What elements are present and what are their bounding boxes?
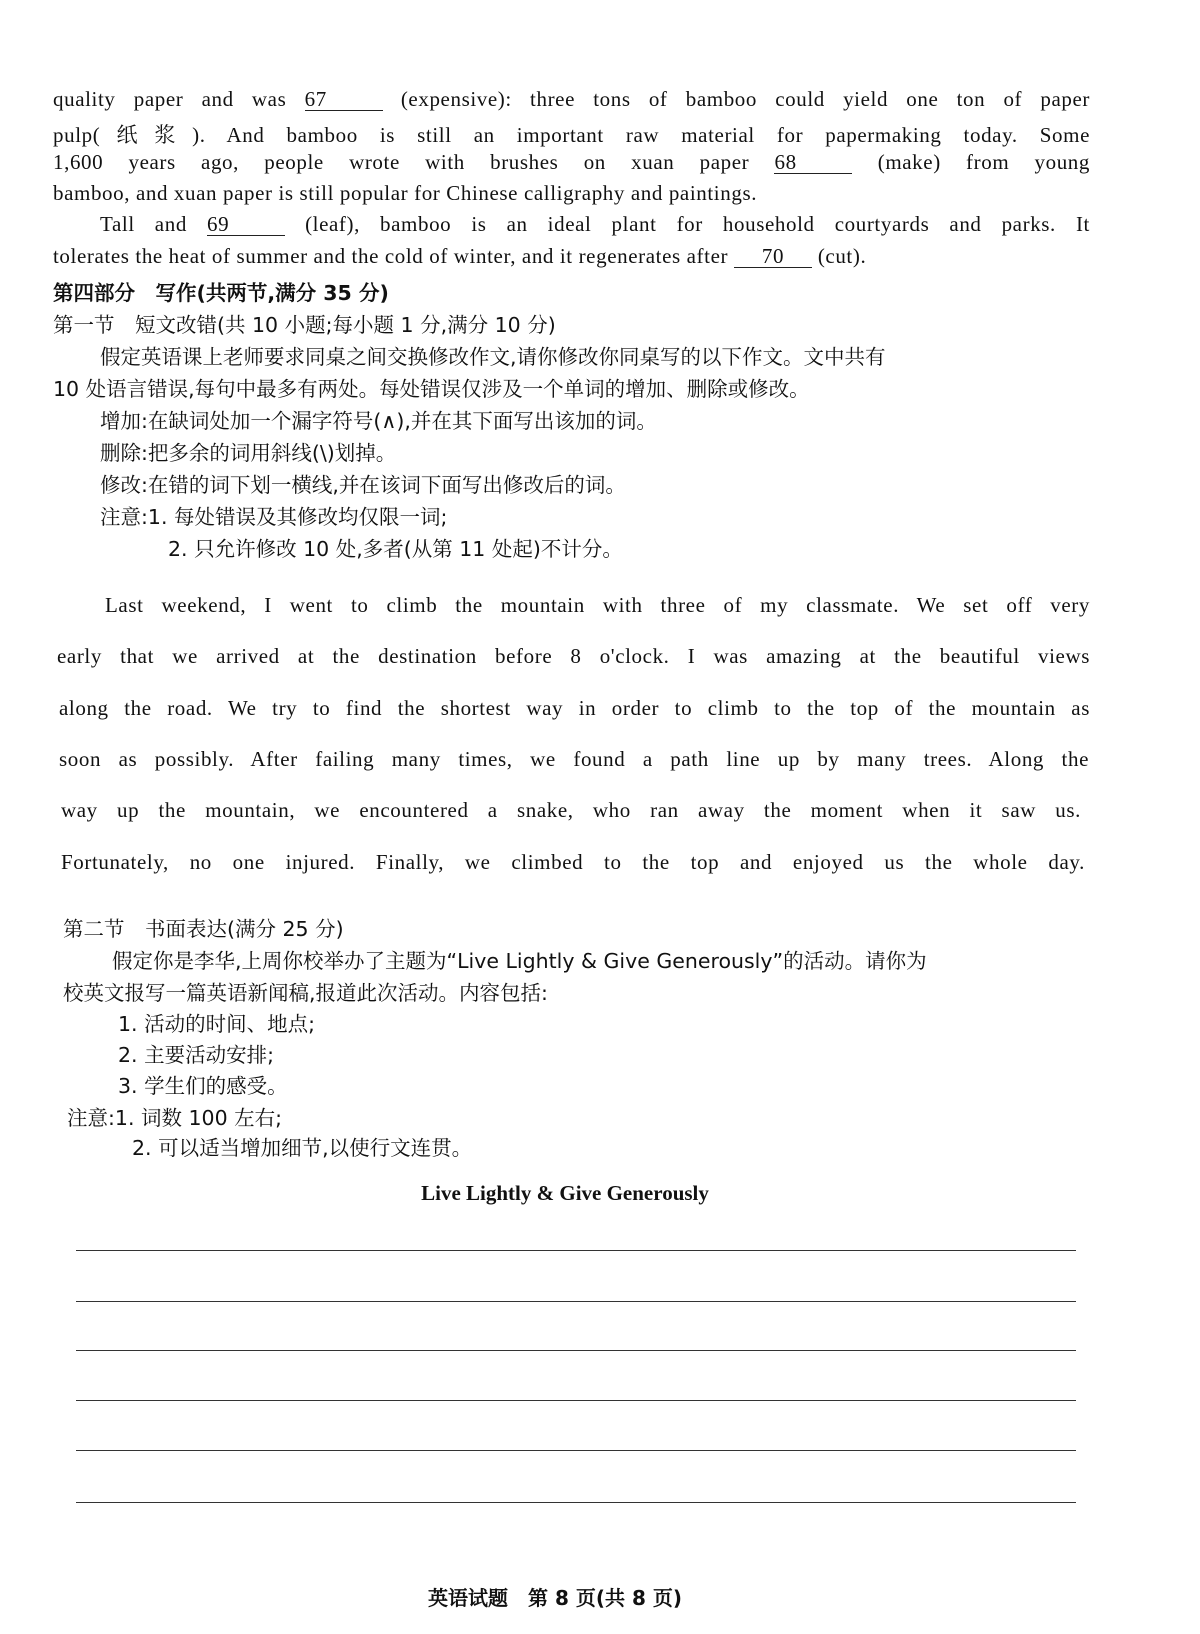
section2-note-1: 注意:1. 词数 100 左右; <box>67 1106 283 1130</box>
section2-heading: 第二节 书面表达(满分 25 分) <box>63 917 344 941</box>
writing-line <box>76 1301 1076 1302</box>
blank-70: 70 <box>734 245 812 268</box>
rule-delete: 删除:把多余的词用斜线(\)划掉。 <box>100 441 397 465</box>
essay-line-5: way up the mountain, we encountered a snake, who ran away the moment when it saw us. <box>61 798 1081 822</box>
rule-add: 增加:在缺词处加一个漏字符号(∧),并在其下面写出该加的词。 <box>100 409 657 433</box>
content-item-2: 2. 主要活动安排; <box>118 1043 274 1067</box>
note-2: 2. 只允许修改 10 处,多者(从第 11 处起)不计分。 <box>168 537 623 561</box>
section2-prompt-2: 校英文报写一篇英语新闻稿,报道此次活动。内容包括: <box>63 981 548 1005</box>
part4-heading: 第四部分 写作(共两节,满分 35 分) <box>53 281 389 305</box>
cloze-line-4: bamboo, and xuan paper is still popular for Chinese calligraphy and paintings. <box>53 181 758 205</box>
section1-instruction-1: 假定英语课上老师要求同桌之间交换修改作文,请你修改你同桌写的以下作文。文中共有 <box>100 345 886 369</box>
section2-prompt-1: 假定你是李华,上周你校举办了主题为“Live Lightly & Give Generously”的活动。请你为 <box>112 949 927 973</box>
cloze-line-3: 1,600 years ago, people wrote with brushes on xuan paper 68 (make) from young <box>53 150 1090 174</box>
essay-line-3: along the road. We try to find the shortest way in order to climb to the top of the mountain as <box>59 696 1090 720</box>
cloze-line-5: Tall and 69 (leaf), bamboo is an ideal plant for household courtyards and parks. It <box>100 212 1090 236</box>
essay-line-2: early that we arrived at the destination before 8 o'clock. I was amazing at the beautiful views <box>57 644 1090 668</box>
essay-line-6: Fortunately, no one injured. Finally, we climbed to the top and enjoyed us the whole day. <box>61 850 1085 874</box>
blank-69: 69 <box>207 213 285 236</box>
cloze-line-1: quality paper and was 67 (expensive): three tons of bamboo could yield one ton of paper <box>53 87 1090 111</box>
essay-line-4: soon as possibly. After failing many times, we found a path line up by many trees. Along the <box>59 747 1089 771</box>
note-1: 注意:1. 每处错误及其修改均仅限一词; <box>100 505 448 529</box>
essay-title: Live Lightly & Give Generously <box>421 1181 709 1205</box>
page-footer: 英语试题 第 8 页(共 8 页) <box>428 1586 682 1610</box>
content-item-3: 3. 学生们的感受。 <box>118 1074 288 1098</box>
writing-line <box>76 1400 1076 1401</box>
writing-line <box>76 1502 1076 1503</box>
section1-instruction-2: 10 处语言错误,每句中最多有两处。每处错误仅涉及一个单词的增加、删除或修改。 <box>53 377 810 401</box>
writing-line <box>76 1250 1076 1251</box>
cloze-line-2: pulp(纸浆). And bamboo is still an important raw material for papermaking today. Some <box>53 123 1090 147</box>
blank-67: 67 <box>305 88 383 111</box>
cloze-line-6: tolerates the heat of summer and the cold of winter, and it regenerates after 70 (cut). <box>53 244 867 268</box>
content-item-1: 1. 活动的时间、地点; <box>118 1012 315 1036</box>
section2-note-2: 2. 可以适当增加细节,以使行文连贯。 <box>132 1136 473 1160</box>
rule-modify: 修改:在错的词下划一横线,并在该词下面写出修改后的词。 <box>100 473 626 497</box>
writing-line <box>76 1450 1076 1451</box>
writing-line <box>76 1350 1076 1351</box>
section1-heading: 第一节 短文改错(共 10 小题;每小题 1 分,满分 10 分) <box>53 313 556 337</box>
blank-68: 68 <box>774 151 852 174</box>
essay-line-1: Last weekend, I went to climb the mountain with three of my classmate. We set off very <box>105 593 1090 617</box>
